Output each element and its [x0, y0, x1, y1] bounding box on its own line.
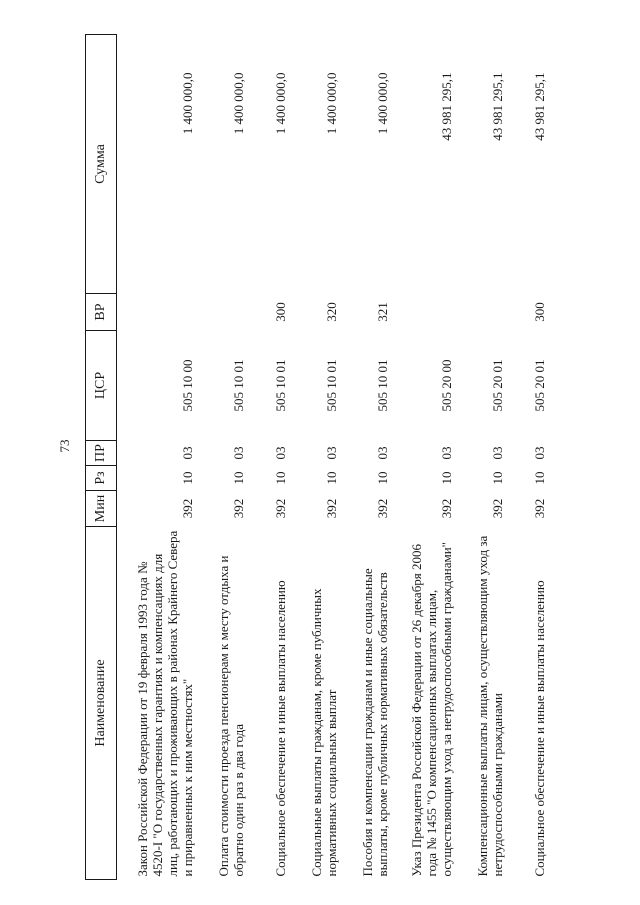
- row-min: 392: [180, 498, 195, 519]
- row-vr: 300: [273, 302, 288, 322]
- table-row: [343, 35, 394, 880]
- row-vr: [458, 294, 509, 331]
- header-vr: ВР: [86, 294, 117, 331]
- row-pr: 03: [324, 446, 339, 460]
- page-number: 73: [57, 439, 72, 453]
- row-min: 392: [231, 498, 246, 519]
- table-row: [199, 35, 250, 880]
- header-name: Наименование: [86, 527, 117, 880]
- row-csr: 505 10 00: [180, 359, 195, 412]
- row-pr: 03: [532, 446, 547, 460]
- budget-table: [85, 34, 551, 880]
- row-min: 392: [324, 498, 339, 519]
- row-pr: 03: [490, 446, 505, 460]
- row-vr: [394, 294, 458, 331]
- row-csr: 505 10 01: [375, 359, 390, 412]
- table-row: [292, 35, 343, 880]
- row-csr: 505 10 01: [273, 359, 288, 412]
- row-csr: 505 10 01: [231, 359, 246, 412]
- row-rz: 10: [324, 471, 339, 485]
- rotated-page-content: [85, 35, 575, 880]
- row-sum: 43 981 295,1: [490, 72, 505, 141]
- row-rz: 10: [375, 471, 390, 485]
- row-min: 392: [532, 498, 547, 519]
- row-pr: 03: [180, 446, 195, 460]
- table-row: [250, 35, 292, 880]
- header-rz: Рз: [86, 466, 117, 491]
- row-csr: 505 20 01: [532, 359, 547, 412]
- row-name: Указ Президента Российской Федерации от 26 декабря 2006 года № 1455 "О компенсационных выплатах лицам, осуществляющим уход за нетрудоспособными гражданами": [409, 542, 454, 877]
- row-vr: 300: [532, 302, 547, 322]
- row-name: Оплата стоимости проезда пенсионерам к месту отдыха и обратно один раз в два года: [216, 555, 246, 877]
- table-header-row: [86, 35, 117, 880]
- row-sum: 1 400 000,0: [231, 72, 246, 135]
- row-csr: 505 20 00: [439, 359, 454, 412]
- row-vr: [117, 294, 200, 331]
- row-rz: 10: [532, 471, 547, 485]
- row-csr: 505 10 01: [324, 359, 339, 412]
- table-row: [394, 35, 458, 880]
- row-sum: 1 400 000,0: [180, 72, 195, 135]
- row-vr: [199, 294, 250, 331]
- table-row: [458, 35, 509, 880]
- row-sum: 43 981 295,1: [532, 72, 547, 141]
- row-min: 392: [490, 498, 505, 519]
- row-rz: 10: [439, 471, 454, 485]
- row-rz: 10: [490, 471, 505, 485]
- row-sum: 1 400 000,0: [324, 72, 339, 135]
- row-sum: 43 981 295,1: [439, 72, 454, 141]
- row-sum: 1 400 000,0: [273, 72, 288, 135]
- row-vr: 321: [375, 302, 390, 322]
- row-name: Социальные выплаты гражданам, кроме публичных нормативных социальных выплат: [309, 588, 339, 877]
- table-row: [117, 35, 200, 880]
- row-vr: 320: [324, 302, 339, 322]
- row-name: Закон Российской Федерации от 19 февраля 1993 года № 4520-I "О государственных гарантиях и компенсациях для лиц, работающих и проживающих в районах Крайнего Севера и приравненных к ним местностях": [135, 530, 195, 877]
- row-name: Компенсационные выплаты лицам, осуществляющим уход за нетрудоспособными гражданами: [475, 535, 505, 877]
- row-rz: 10: [231, 471, 246, 485]
- row-name: Пособия и компенсации гражданам и иные социальные выплаты, кроме публичных нормативных обязательств: [360, 568, 390, 877]
- row-rz: 10: [180, 471, 195, 485]
- row-pr: 03: [439, 446, 454, 460]
- header-sum: Сумма: [86, 35, 117, 294]
- row-csr: 505 20 01: [490, 359, 505, 412]
- row-rz: 10: [273, 471, 288, 485]
- row-min: 392: [375, 498, 390, 519]
- header-min: Мин: [86, 491, 117, 527]
- row-sum: 1 400 000,0: [375, 72, 390, 135]
- table-row: [509, 35, 551, 880]
- row-pr: 03: [231, 446, 246, 460]
- header-pr: ПР: [86, 441, 117, 466]
- header-csr: ЦСР: [86, 331, 117, 441]
- row-pr: 03: [273, 446, 288, 460]
- row-name: Социальное обеспечение и иные выплаты населению: [273, 580, 288, 877]
- row-name: Социальное обеспечение и иные выплаты населению: [532, 580, 547, 877]
- row-min: 392: [273, 498, 288, 519]
- row-pr: 03: [375, 446, 390, 460]
- row-min: 392: [439, 498, 454, 519]
